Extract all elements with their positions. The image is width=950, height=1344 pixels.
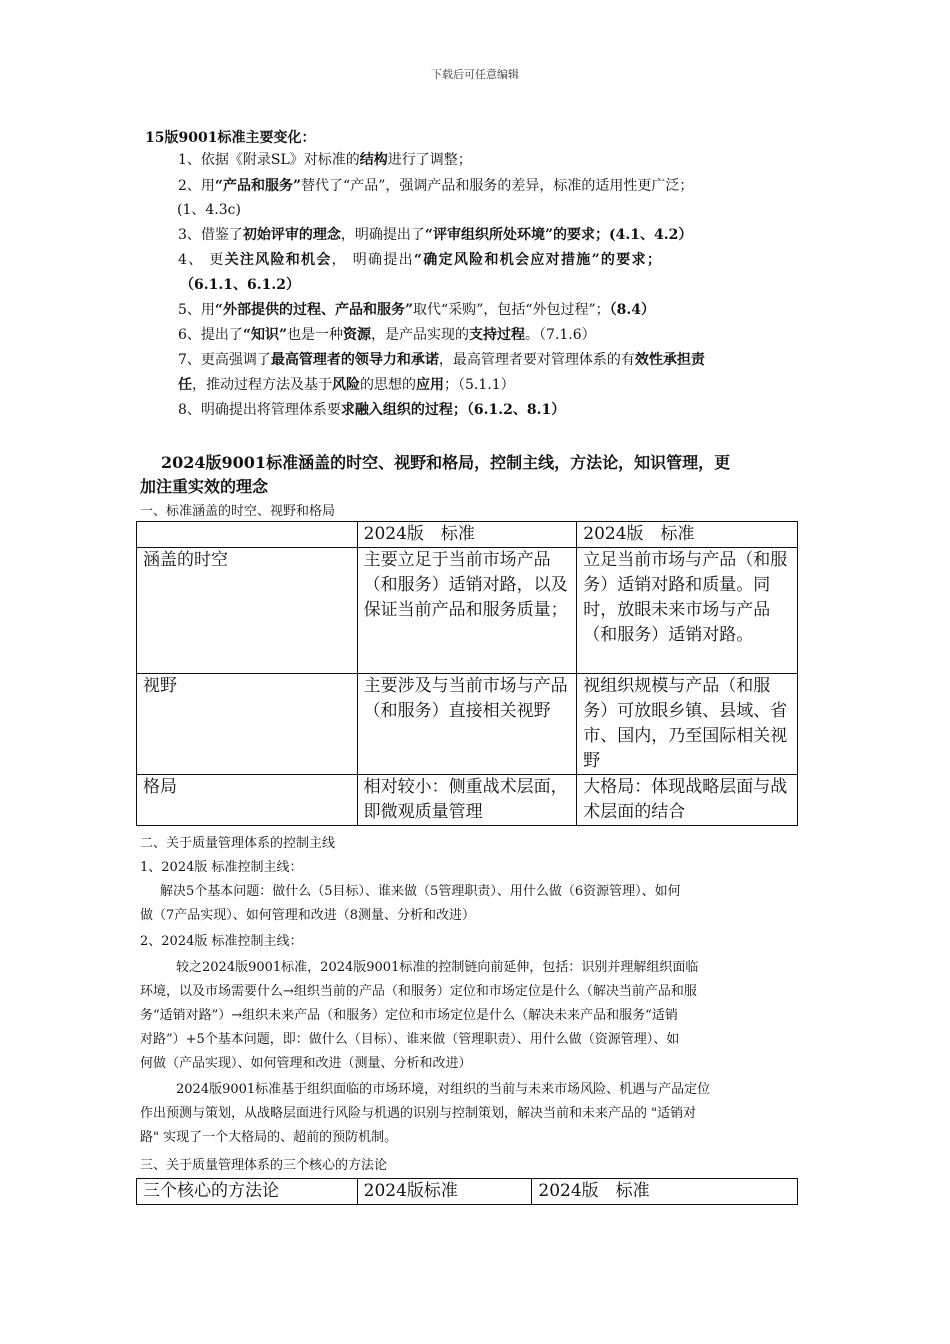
table-header-row <box>137 1179 798 1205</box>
table-cell: 大格局：体现战略层面与战术层面的结合 <box>577 775 798 826</box>
list-item-continuation: （6.1.1、6.1.2） <box>180 277 300 293</box>
section1-title: 15版9001标准主要变化： <box>145 130 316 146</box>
page-header: 下载后可任意编辑 <box>431 68 519 81</box>
list-item: 6、提出了“知识”也是一种资源，是产品实现的支持过程。（7.1.6） <box>178 327 596 343</box>
table-cell: 视组织规模与产品（和服务）可放眼乡镇、县域、省市、国内，乃至国际相关视野 <box>577 674 798 775</box>
table-row <box>137 548 798 674</box>
table-row <box>137 674 798 775</box>
paragraph-title: 1、2024版 标准控制主线： <box>140 860 303 875</box>
paragraph-line: 环境，以及市场需要什么→组织当前的产品（和服务）定位和市场定位是什么（解决当前产品和服 <box>140 984 697 999</box>
list-item: 5、用“外部提供的过程、产品和服务”取代“采购”，包括“外包过程”；（8.4） <box>178 302 656 318</box>
paragraph-line: 路" 实现了一个大格局的、超前的预防机制。 <box>140 1130 398 1145</box>
table-cell: 2024版 标准 <box>532 1179 798 1205</box>
table-cell: 立足当前市场与产品（和服务）适销对路和质量。同时，放眼未来市场与产品（和服务）适销对路。 <box>577 548 798 674</box>
list-item: 7、更高强调了最高管理者的领导力和承诺，最高管理者要对管理体系的有效性承担责 <box>178 352 705 368</box>
paragraph-line: 作出预测与策划，从战略层面进行风险与机遇的识别与控制策划，解决当前和未来产品的 "适销对 <box>140 1106 697 1121</box>
paragraph-line: 2024版9001标准基于组织面临的市场环境，对组织的当前与未来市场风险、机遇与产品定位 <box>176 1082 711 1097</box>
section2-title-line1: 2024版9001标准涵盖的时空、视野和格局，控制主线，方法论，知识管理，更 <box>161 453 731 472</box>
table-header-row <box>137 522 798 548</box>
table-cell: 2024版 标准 <box>357 522 577 548</box>
subheading-1: 一、标准涵盖的时空、视野和格局 <box>140 504 336 519</box>
comparison-table <box>136 521 798 826</box>
paragraph-line: 何做（产品实现）、如何管理和改进（测量、分析和改进） <box>140 1056 472 1071</box>
table-cell: 主要立足于当前市场产品（和服务）适销对路，以及保证当前产品和服务质量； <box>357 548 577 674</box>
paragraph-line: 务“适销对路”）→组织未来产品（和服务）定位和市场定位是什么（解决未来产品和服务“适销 <box>140 1008 678 1023</box>
table-cell <box>137 522 358 548</box>
paragraph-line: 做（7产品实现）、如何管理和改进（8测量、分析和改进） <box>140 908 476 923</box>
table-cell: 三个核心的方法论 <box>137 1179 358 1205</box>
list-item: 8、明确提出将管理体系要求融入组织的过程；（6.1.2、8.1） <box>178 402 566 418</box>
paragraph-title: 2、2024版 标准控制主线： <box>140 934 303 949</box>
table-cell: 2024版标准 <box>357 1179 532 1205</box>
table-cell: 视野 <box>137 674 358 775</box>
list-item-continuation: 任，推动过程方法及基于风险的思想的应用；（5.1.1） <box>178 377 515 393</box>
paragraph-line: 对路”）+5个基本问题，即：做什么（目标）、谁来做（管理职责）、用什么做（资源管理）、如 <box>140 1032 680 1047</box>
subheading-2: 二、关于质量管理体系的控制主线 <box>140 836 336 851</box>
list-item: 2、用“产品和服务”替代了“产品”，强调产品和服务的差异，标准的适用性更广泛； <box>178 178 694 194</box>
methodology-table <box>136 1178 798 1205</box>
paragraph-line: 较之2024版9001标准，2024版9001标准的控制链向前延伸，包括：识别并理解组织面临 <box>176 960 699 975</box>
table-cell: 格局 <box>137 775 358 826</box>
table-cell: 2024版 标准 <box>577 522 798 548</box>
table-row <box>137 775 798 826</box>
subheading-3: 三、关于质量管理体系的三个核心的方法论 <box>140 1158 388 1173</box>
list-item: 3、借鉴了初始评审的理念，明确提出了“评审组织所处环境”的要求；(4.1、4.2） <box>178 227 693 243</box>
table-cell: 主要涉及与当前市场与产品（和服务）直接相关视野 <box>357 674 577 775</box>
paragraph-line: 解决5个基本问题：做什么（5目标）、谁来做（5管理职责）、用什么做（6资源管理）、如何 <box>160 884 681 899</box>
list-item-continuation: (1、4.3c) <box>177 202 241 218</box>
table-cell: 相对较小：侧重战术层面，即微观质量管理 <box>357 775 577 826</box>
table-cell: 涵盖的时空 <box>137 548 358 674</box>
section2-title-line2: 加注重实效的理念 <box>140 477 269 496</box>
list-item: 1、依据《附录SL》对标准的结构进行了调整； <box>178 152 472 168</box>
list-item: 4、 更关注风险和机会， 明确提出“确定风险和机会应对措施”的要求； <box>178 252 663 268</box>
